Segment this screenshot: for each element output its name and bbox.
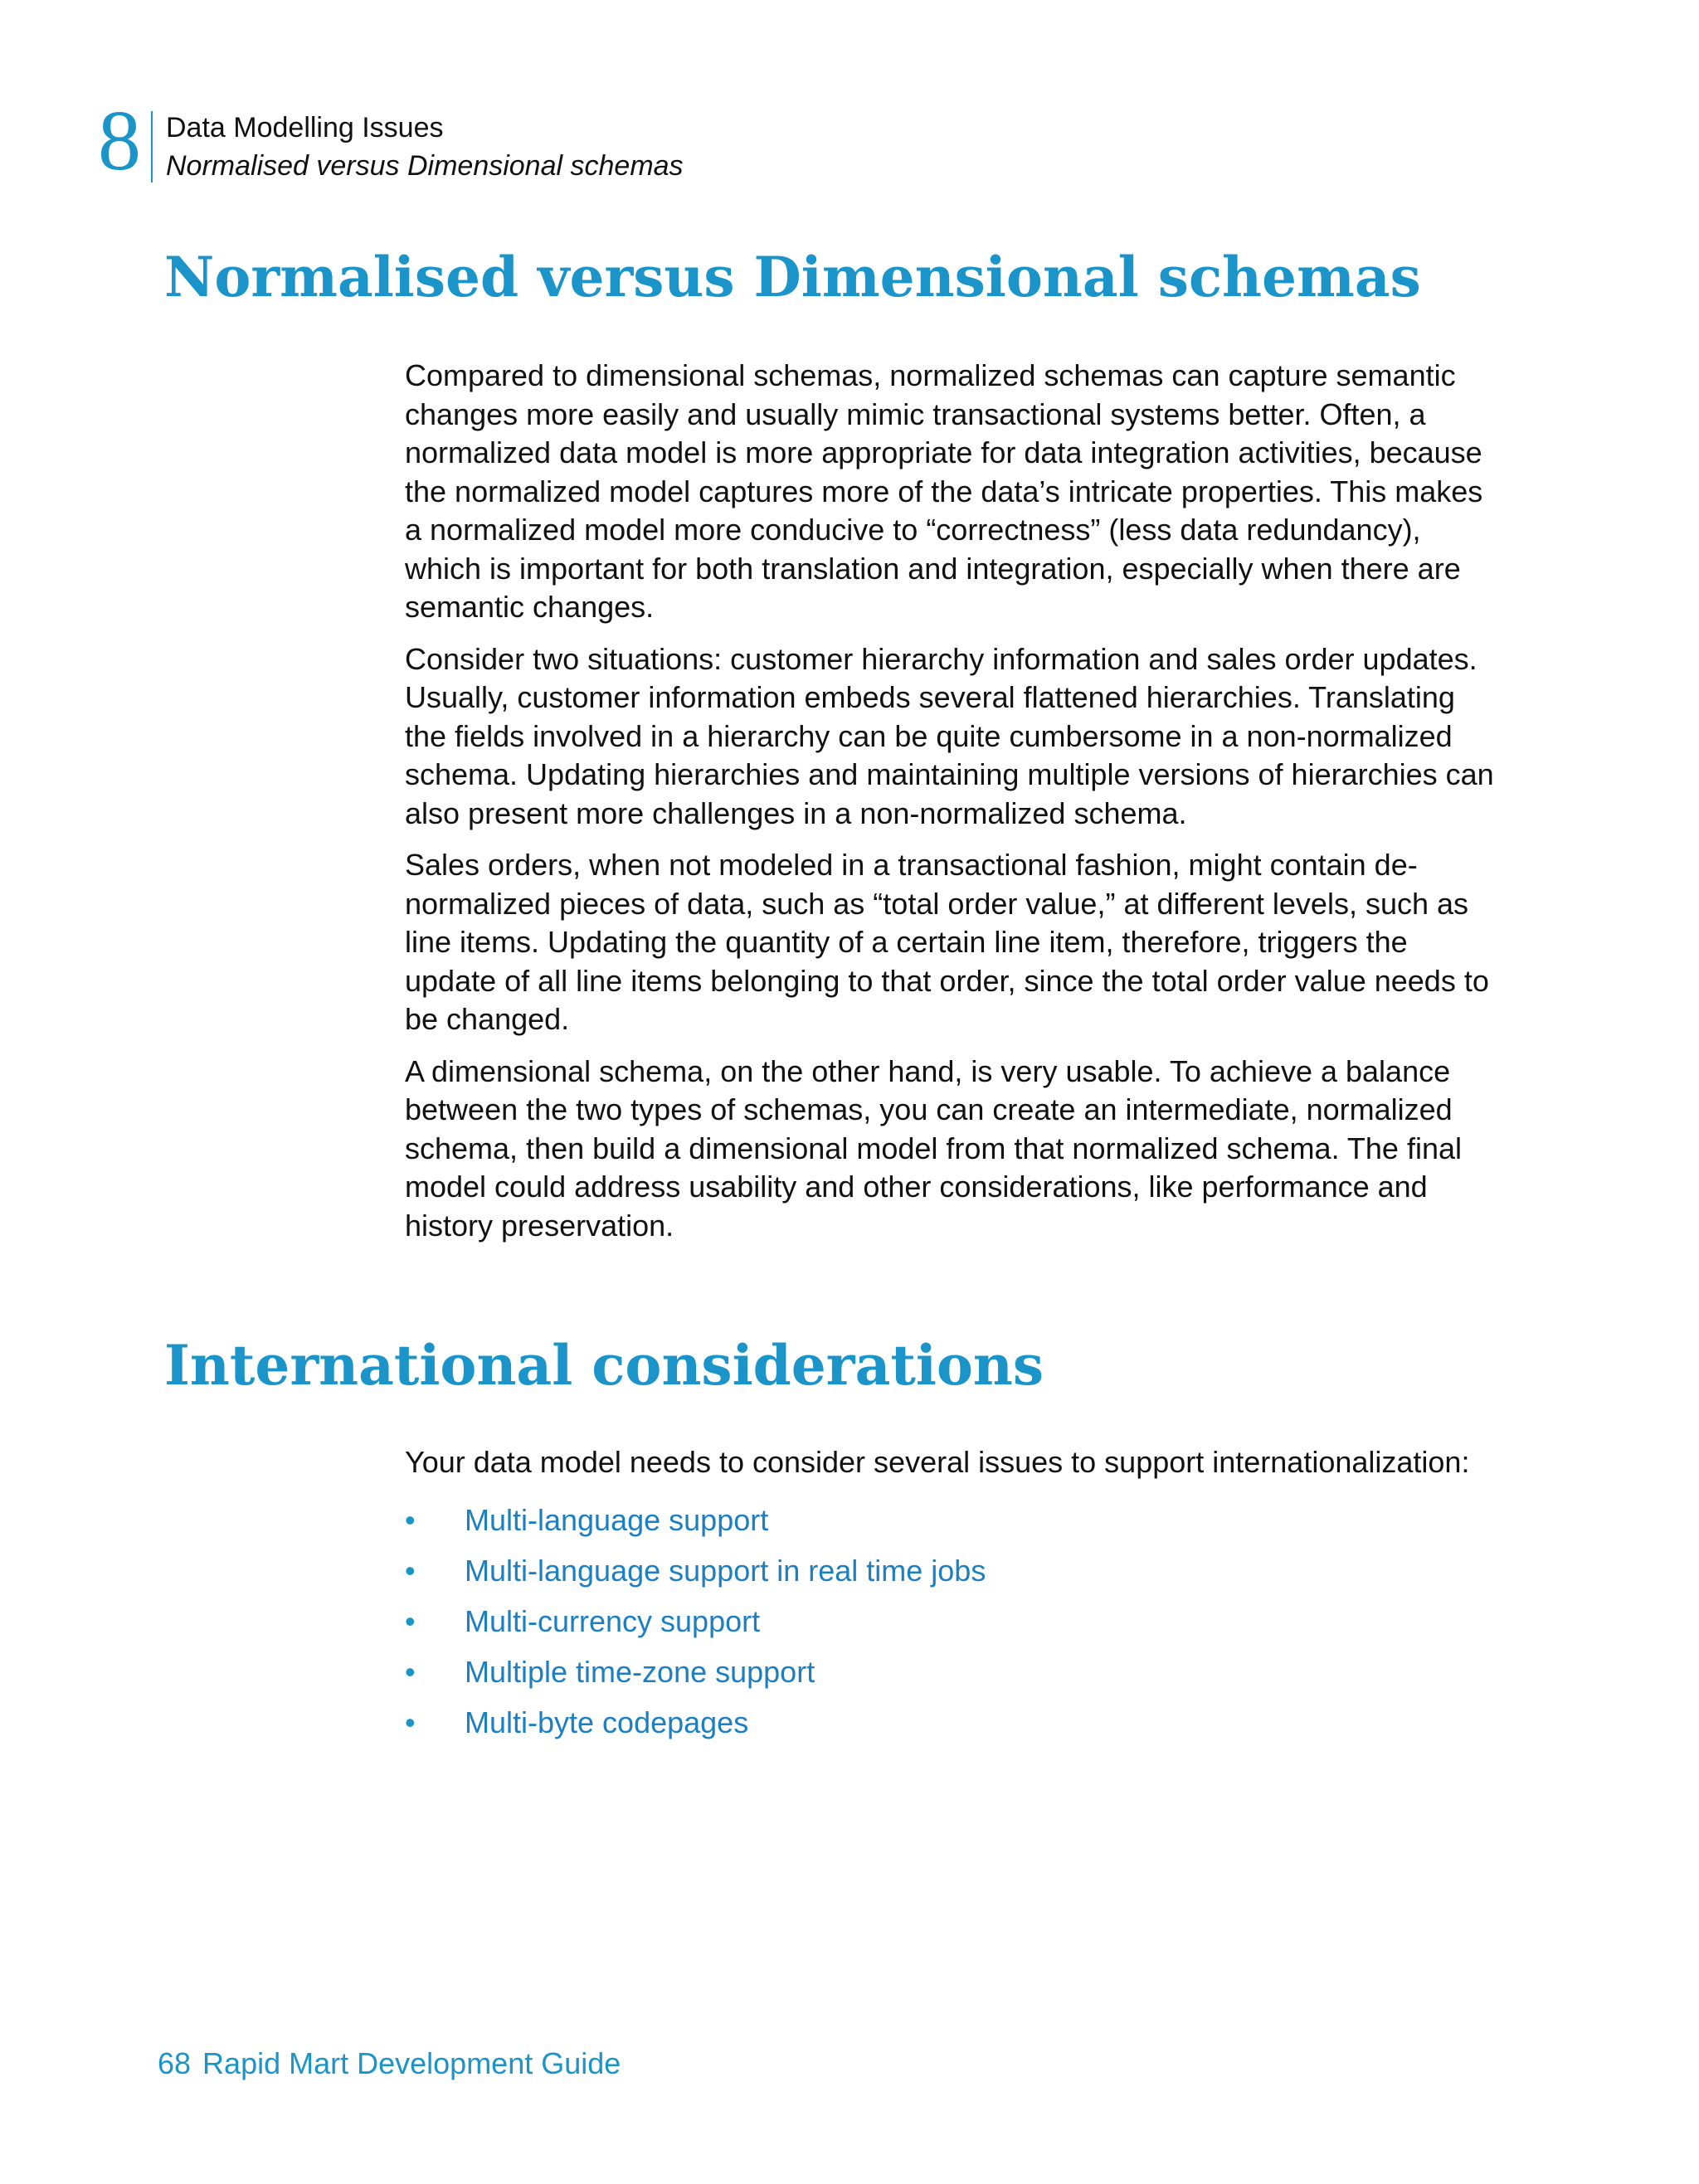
section-heading-international: International considerations bbox=[164, 1333, 1044, 1398]
normalised-body bbox=[405, 357, 1500, 1258]
header-divider bbox=[151, 111, 153, 182]
bullet-icon: • bbox=[405, 1503, 416, 1537]
list-item bbox=[405, 1698, 1500, 1749]
chapter-number: 8 bbox=[98, 93, 141, 188]
header-text bbox=[166, 109, 684, 185]
book-title: Rapid Mart Development Guide bbox=[202, 2046, 621, 2080]
link-multi-byte-codepages[interactable]: Multi-byte codepages bbox=[465, 1705, 749, 1739]
link-multi-language-support[interactable]: Multi-language support bbox=[465, 1503, 769, 1537]
paragraph: A dimensional schema, on the other hand, is very usable. To achieve a balance between the two types of schemas, you can create an intermediate, normalized schema, then build a dimensional model from that normalized schema. The final model could address usability and other considerations, like performance and history preservation. bbox=[405, 1053, 1462, 1243]
paragraph: Sales orders, when not modeled in a transactional fashion, might contain de-normalized pieces of data, such as “total order value,” at different levels, such as line items. Updating the quantity of a certain line item, therefore, triggers the update of all line items belonging to that order, since the total order value needs to be changed. bbox=[405, 848, 1489, 1036]
list-item bbox=[405, 1597, 1500, 1647]
bullet-icon: • bbox=[405, 1655, 416, 1689]
section-heading-normalised: Normalised versus Dimensional schemas bbox=[164, 245, 1421, 309]
bullet-icon: • bbox=[405, 1554, 416, 1588]
topic-link-list bbox=[405, 1496, 1500, 1749]
bullet-icon: • bbox=[405, 1604, 416, 1638]
paragraph: Compared to dimensional schemas, normalized schemas can capture semantic changes more easily and usually mimic transactional systems better. Often, a normalized data model is more appropriate for data integration activities, because the normalized model captures more of the data’s intricate properties. This makes a normalized model more conducive to “correctness” (less data redundancy), which is important for both translation and integration, especially when there are semantic changes. bbox=[405, 358, 1483, 624]
international-body bbox=[405, 1443, 1500, 1749]
intro-paragraph: Your data model needs to consider several issues to support internationalization: bbox=[405, 1445, 1470, 1479]
page-footer bbox=[158, 2045, 621, 2083]
list-item bbox=[405, 1647, 1500, 1698]
link-multi-currency-support[interactable]: Multi-currency support bbox=[465, 1604, 761, 1638]
header-section-title: Normalised versus Dimensional schemas bbox=[166, 150, 684, 182]
list-item bbox=[405, 1496, 1500, 1546]
header-chapter-title: Data Modelling Issues bbox=[166, 112, 444, 143]
page-number: 68 bbox=[158, 2046, 192, 2080]
bullet-icon: • bbox=[405, 1705, 416, 1739]
link-multiple-time-zone-support[interactable]: Multiple time-zone support bbox=[465, 1655, 815, 1689]
list-item bbox=[405, 1546, 1500, 1597]
paragraph: Consider two situations: customer hierarchy information and sales order updates. Usually, customer information embeds several flattened hierarchies. Translating the fields involved in a hierarchy can be quite cumbersome in a non-normalized schema. Updating hierarchies and maintaining multiple versions of hierarchies can also present more challenges in a non-normalized schema. bbox=[405, 641, 1494, 830]
link-multi-language-real-time-jobs[interactable]: Multi-language support in real time jobs bbox=[465, 1554, 986, 1588]
